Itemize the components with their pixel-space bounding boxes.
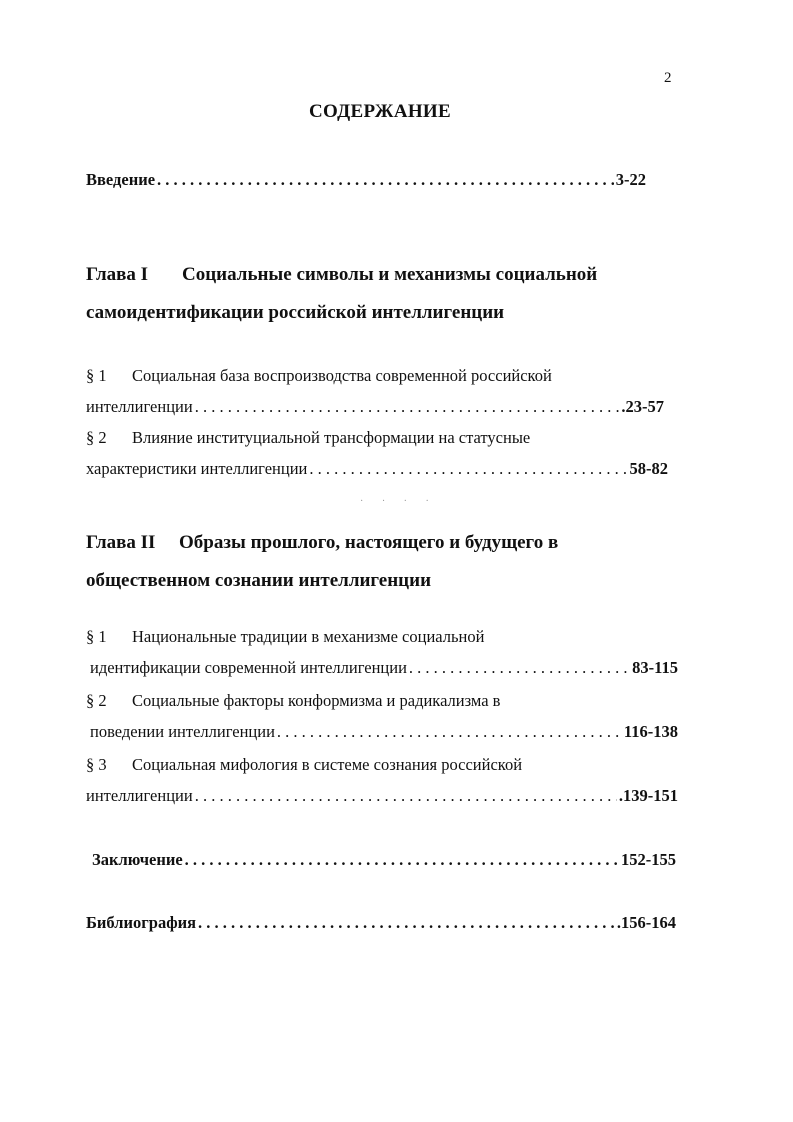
section-pages: 116-138 — [623, 722, 678, 741]
toc-conclusion-label: Заключение — [92, 850, 183, 869]
toc-intro-label: Введение — [86, 170, 156, 189]
leader-dots — [185, 850, 619, 870]
toc-intro-pages: 3-22 — [615, 170, 646, 189]
chapter-2-number: Глава II — [86, 532, 156, 553]
section-pages: 58-82 — [629, 459, 668, 478]
toc-bibliography-pages: .156-164 — [616, 913, 676, 932]
scan-smudge: · · · · — [360, 496, 437, 507]
leader-dots — [198, 913, 615, 933]
toc-bibliography[interactable] — [86, 913, 676, 933]
leader-dots — [195, 786, 617, 806]
section-title-line2: идентификации современной интеллигенции — [90, 658, 407, 677]
toc-bibliography-label: Библиография — [86, 913, 197, 932]
chapter-2-heading — [86, 524, 706, 600]
toc-ch1-sec2[interactable] — [86, 428, 668, 479]
section-title-line1: Социальная база воспроизводства современной российской — [132, 366, 552, 385]
section-symbol: § 1 — [86, 627, 107, 646]
page-title: СОДЕРЖАНИЕ — [309, 101, 451, 122]
leader-dots — [409, 658, 630, 678]
section-title-line1: Социальные факторы конформизма и радикализма в — [132, 691, 501, 710]
section-symbol: § 1 — [86, 366, 107, 385]
chapter-1-number: Глава I — [86, 264, 149, 285]
page-number: 2 — [664, 70, 672, 86]
section-title-line2: интеллигенции — [86, 397, 193, 416]
section-symbol: § 2 — [86, 428, 107, 447]
leader-dots — [195, 397, 620, 417]
toc-ch2-sec1[interactable] — [86, 627, 678, 678]
section-title-line2: интеллигенции — [86, 786, 193, 805]
section-title-line1: Влияние институциальной трансформации на статусные — [132, 428, 531, 447]
toc-ch2-sec3[interactable] — [86, 755, 678, 806]
toc-intro[interactable] — [86, 170, 646, 190]
chapter-1-title-line2: самоидентификации российской интеллигенции — [86, 302, 505, 323]
chapter-2-title-line2: общественном сознании интеллигенции — [86, 570, 432, 591]
section-title-line2: характеристики интеллигенции — [86, 459, 308, 478]
section-pages: .23-57 — [621, 397, 664, 416]
chapter-2-title-line1: Образы прошлого, настоящего и будущего в — [179, 532, 559, 553]
section-title-line2: поведении интеллигенции — [90, 722, 275, 741]
leader-dots — [277, 722, 622, 742]
toc-ch1-sec1[interactable] — [86, 366, 664, 417]
section-pages: .139-151 — [618, 786, 678, 805]
toc-conclusion[interactable] — [92, 850, 676, 870]
chapter-1-title-line1: Социальные символы и механизмы социальной — [182, 264, 598, 285]
leader-dots — [157, 170, 614, 190]
section-pages: 83-115 — [632, 658, 678, 677]
section-title-line1: Национальные традиции в механизме социальной — [132, 627, 485, 646]
section-title-line1: Социальная мифология в системе сознания российской — [132, 755, 523, 774]
chapter-1-heading — [86, 256, 706, 332]
section-symbol: § 3 — [86, 755, 107, 774]
section-symbol: § 2 — [86, 691, 107, 710]
toc-ch2-sec2[interactable] — [86, 691, 678, 742]
toc-conclusion-pages: 152-155 — [621, 850, 676, 869]
leader-dots — [309, 459, 627, 479]
